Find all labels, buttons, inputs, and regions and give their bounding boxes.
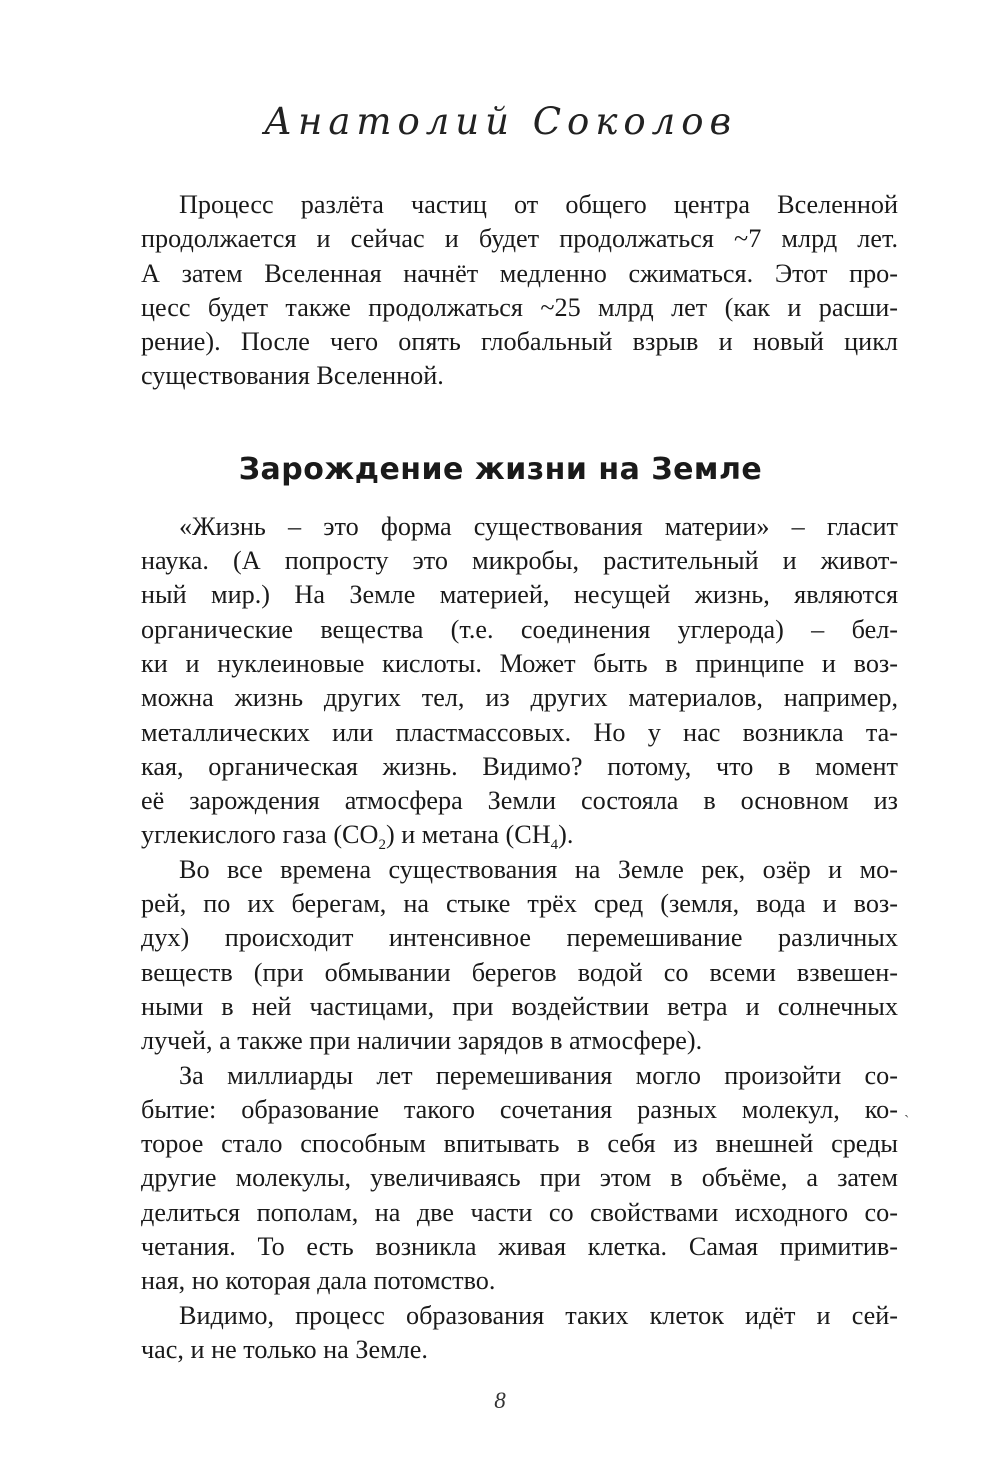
text-line: рей, по их берегам, на стыке трёх сред (земля, вода и воз- bbox=[141, 889, 898, 919]
paragraph-3 bbox=[103, 1059, 898, 1299]
text-line: ный мир.) На Земле материей, несущей жизнь, являются bbox=[141, 580, 898, 610]
text-line: лучей, а также при наличии зарядов в атмосфере). bbox=[141, 1026, 703, 1056]
paragraph-4 bbox=[103, 1299, 898, 1368]
text-line: час, и не только на Земле. bbox=[141, 1334, 428, 1364]
paragraph-1 bbox=[103, 510, 898, 853]
text-line: За миллиарды лет перемешивания могло произойти со- bbox=[179, 1060, 898, 1090]
text-line: её зарождения атмосфера Земли состояла в основном из bbox=[141, 786, 898, 816]
text-line: делиться пополам, на две части со свойствами исходного со- bbox=[141, 1197, 898, 1227]
paragraph-2 bbox=[103, 853, 898, 1059]
section-heading: Зарождение жизни на Земле bbox=[238, 451, 763, 487]
text-line: А затем Вселенная начнёт медленно сжиматься. Этот про- bbox=[141, 258, 898, 288]
text-line-formula bbox=[103, 818, 898, 852]
running-head-author: Анатолий Соколов bbox=[263, 100, 738, 143]
text-line: веществ (при обмывании берегов водой со всеми взвешен- bbox=[141, 957, 898, 987]
subscript: 4 bbox=[550, 837, 559, 854]
text-line: торое стало способным впитывать в себя из внешней среды bbox=[141, 1129, 898, 1159]
text-line: существования Вселенной. bbox=[141, 361, 444, 391]
text-line: Видимо, процесс образования таких клеток идёт и сей- bbox=[179, 1300, 898, 1330]
text-line: четания. То есть возникла живая клетка. Самая примитив- bbox=[141, 1232, 898, 1262]
book-page bbox=[103, 92, 898, 1367]
intro-paragraph bbox=[103, 188, 898, 394]
text-fragment: ) и метана (CH bbox=[385, 820, 551, 850]
text-line: Во все времена существования на Земле рек, озёр и мо- bbox=[179, 854, 898, 884]
text-fragment: ). bbox=[558, 820, 574, 850]
text-line: бытие: образование такого сочетания разных молекул, ко- bbox=[141, 1094, 898, 1124]
text-line: можна жизнь других тел, из других материалов, например, bbox=[141, 683, 898, 713]
text-line: ными в ней частицами, при воздействии ветра и солнечных bbox=[141, 991, 898, 1021]
text-line: другие молекулы, увеличиваясь при этом в объёме, а затем bbox=[141, 1163, 898, 1193]
text-fragment: углекислого газа (CO bbox=[141, 820, 379, 850]
text-line: рение). После чего опять глобальный взрыв и новый цикл bbox=[141, 327, 898, 357]
text-line: органические вещества (т.е. соединения углерода) – бел- bbox=[141, 614, 898, 644]
text-line: ки и нуклеиновые кислоты. Может быть в принципе и воз- bbox=[141, 648, 898, 678]
margin-mark: ` bbox=[904, 1113, 910, 1130]
text-line: кая, органическая жизнь. Видимо? потому, что в момент bbox=[141, 751, 898, 781]
text-line: продолжается и сейчас и будет продолжаться ~7 млрд лет. bbox=[141, 224, 898, 254]
text-line: наука. (А попросту это микробы, растительный и живот- bbox=[141, 546, 898, 576]
text-line: «Жизнь – это форма существования материи» – гласит bbox=[179, 511, 898, 541]
page-number: 8 bbox=[494, 1388, 506, 1413]
text-line: дух) происходит интенсивное перемешивание различных bbox=[141, 923, 898, 953]
text-line: Процесс разлёта частиц от общего центра Вселенной bbox=[179, 190, 898, 219]
text-line: ная, но которая дала потомство. bbox=[141, 1266, 496, 1296]
text-line: цесс будет также продолжаться ~25 млрд лет (как и расши- bbox=[141, 292, 898, 322]
text-line: металлических или пластмассовых. Но у нас возникла та- bbox=[141, 717, 898, 747]
subscript: 2 bbox=[378, 837, 386, 854]
